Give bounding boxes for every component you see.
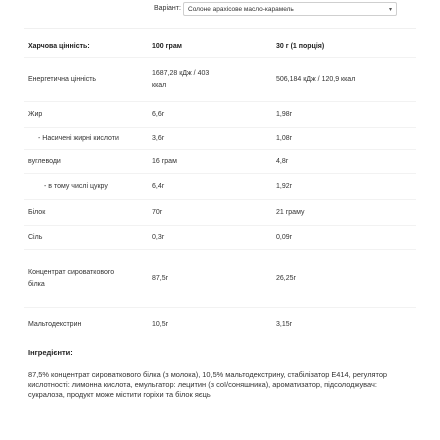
value-100g: 87,5г	[152, 274, 169, 282]
variant-selected-value: Солоне арахісове масло-карамель	[188, 5, 294, 13]
nutrient-name: Мальтодекстрин	[28, 321, 82, 328]
value-100g: 6,6г	[152, 110, 165, 118]
variant-dropdown[interactable]	[183, 2, 397, 16]
nutrient-name: вуглеводи	[28, 157, 61, 165]
column-header-portion: 30 г (1 порція)	[276, 42, 325, 50]
table-row	[24, 250, 416, 308]
value-portion: 506,184 кДж / 120,9 ккал	[276, 75, 356, 83]
divider	[24, 28, 416, 29]
table-row	[24, 128, 416, 150]
chevron-down-icon: ▾	[388, 6, 392, 13]
value-portion: 0,09г	[276, 233, 293, 241]
value-portion: 1,08г	[276, 134, 293, 142]
value-portion: 1,92г	[276, 182, 293, 190]
nutrition-title: Харчова цінність:	[28, 42, 90, 50]
value-portion: 1,98г	[276, 110, 293, 118]
value-portion: 26,25г	[276, 274, 297, 282]
nutrient-name: Жир	[28, 110, 43, 118]
value-100g: 1687,28 кДж / 403 ккал	[152, 69, 210, 89]
nutrient-name: Сіль	[28, 233, 43, 241]
table-row	[24, 150, 416, 174]
column-header-100g: 100 грам	[152, 42, 182, 50]
value-portion: 21 граму	[276, 208, 305, 216]
value-100g: 10,5г	[152, 321, 169, 328]
nutrient-name: - в тому числі цукру	[44, 182, 108, 190]
value-100g: 0,3г	[152, 233, 165, 241]
nutrient-name: Енергетична цінність	[28, 75, 97, 83]
value-portion: 4,8г	[276, 157, 289, 165]
table-row	[24, 308, 416, 342]
nutrient-name: Білок	[28, 208, 46, 216]
value-100g: 70г	[152, 208, 163, 216]
ingredients-title: Інгредієнти:	[28, 348, 73, 357]
nutrient-name: Концентрат сироваткового білка	[28, 268, 115, 288]
value-100g: 6,4г	[152, 182, 165, 190]
table-row	[24, 226, 416, 250]
table-row	[24, 58, 416, 102]
table-row	[24, 102, 416, 128]
value-100g: 3,6г	[152, 134, 165, 142]
value-100g: 16 грам	[152, 157, 177, 165]
variant-label: Варіант:	[154, 5, 181, 12]
nutrition-header-row	[24, 36, 416, 58]
value-portion: 3,15г	[276, 321, 293, 328]
ingredients-text: 87,5% концентрат сироваткового білка (з молока), 10,5% мальтодекстрину, стабілізатор E414, регулятор кислотності: лимонна кислота, емульгатор: лецитин (з сої/соняшника), ароматизатор, підсолоджувач: сукралоза, продукт може містити горіхи та білок яєць	[28, 370, 388, 399]
table-row	[24, 174, 416, 200]
nutrient-name: - Насичені жирні кислоти	[38, 134, 119, 142]
table-row	[24, 200, 416, 226]
